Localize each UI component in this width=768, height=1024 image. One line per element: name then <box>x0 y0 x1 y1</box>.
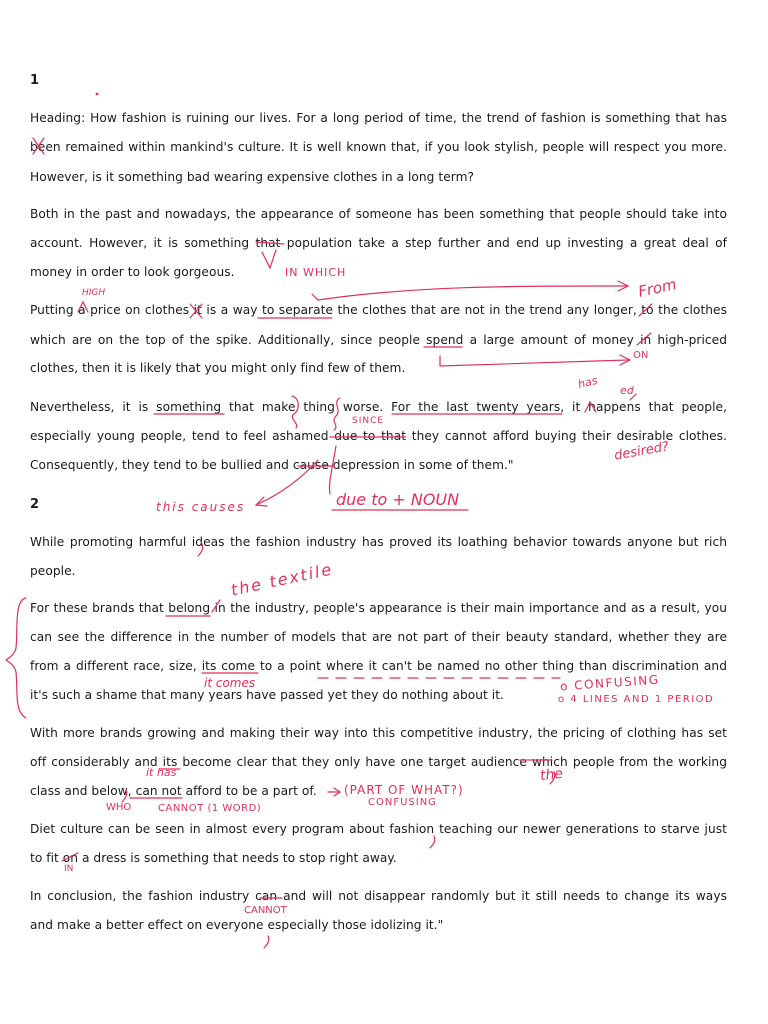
text-line: clothes, then it is likely that you might only find few of them. <box>30 361 406 375</box>
annotation-in-which: IN WHICH <box>285 266 347 279</box>
annotation-cannot: CANNOT <box>244 905 287 916</box>
annotation-ed: ed <box>620 384 634 397</box>
text-line: Consequently, they tend to be bullied and cause depression in some of them." <box>30 458 514 472</box>
text-line: people. <box>30 564 76 578</box>
text-line: and make a better effect on everyone especially those idolizing it." <box>30 918 444 932</box>
text-line: While promoting harmful ideas the fashion industry has proved its loathing behavior towards anyone but rich <box>30 535 727 549</box>
annotation-due-to-noun: due to + NOUN <box>336 490 460 509</box>
text-line: With more brands growing and making their way into this competitive industry, the pricing of clothing has set <box>30 726 727 740</box>
text-line: account. However, it is something that population take a step further and end up investing a great deal of <box>30 236 727 250</box>
annotation-four-lines: o 4 LINES AND 1 PERIOD <box>558 694 715 705</box>
annotation-who: WHO <box>106 802 132 813</box>
annotation-has: has <box>576 373 599 392</box>
text-line: from a different race, size, its come to a point where it can't be named no other thing than discrimination and <box>30 659 727 673</box>
annotation-this-causes: this causes <box>156 500 246 514</box>
annotation-desired: desired? <box>613 439 671 464</box>
annotation-confusing: o CONFUSING <box>559 672 660 694</box>
annotation-in: IN <box>64 864 74 874</box>
text-line: money in order to look gorgeous. <box>30 265 235 279</box>
annotation-since: SINCE <box>352 416 385 426</box>
text-line: class and below, can not afford to be a part of. <box>30 784 317 798</box>
annotation-the-textile: the textile <box>229 559 335 600</box>
annotation-from: From <box>636 275 679 301</box>
text-line: However, is it something bad wearing expensive clothes in a long term? <box>30 170 475 184</box>
text-line: can see the difference in the number of models that are not part of their beauty standard, whether they are <box>30 630 727 644</box>
text-line: especially young people, tend to feel ashamed due to that they cannot afford buying their desirable clothes. <box>30 429 727 443</box>
text-line: In conclusion, the fashion industry can and will not disappear randomly but it still needs to change its ways <box>30 889 727 903</box>
annotation-it-comes: it comes <box>204 676 256 690</box>
text-line: it's such a shame that many years have passed yet they do nothing about it. <box>30 688 504 702</box>
annotation-high: HIGH <box>82 288 106 298</box>
text-line: Nevertheless, it is something that make thing worse. For the last twenty years, it happens that people, <box>30 400 727 414</box>
text-line: Both in the past and nowadays, the appearance of someone has been something that people should take into <box>30 207 727 221</box>
annotation-the: the <box>539 765 564 785</box>
section-number-1: 1 <box>30 73 40 88</box>
annotation-part-of-what: (PART OF WHAT?) <box>344 783 464 797</box>
text-line: Heading: How fashion is ruining our lives. For a long period of time, the trend of fashion is something that has <box>30 111 727 125</box>
section-number-2: 2 <box>30 497 40 512</box>
text-line: For these brands that belong in the industry, people's appearance is their main importance and as a result, you <box>30 601 727 615</box>
text-line: been remained within mankind's culture. It is well known that, if you look stylish, people will respect you more. <box>30 140 727 154</box>
annotation-cannot-one-word: CANNOT (1 WORD) <box>158 803 262 814</box>
text-line: to fit on a dress is something that needs to stop right away. <box>30 851 397 865</box>
annotation-on: ON <box>633 350 649 361</box>
text-line: Diet culture can be seen in almost every program about fashion teaching our newer generations to starve just <box>30 822 727 836</box>
annotation-it-has: it has <box>146 766 177 779</box>
annotation-confusing-2: CONFUSING <box>368 797 437 808</box>
text-line: off considerably and its become clear that they only have one target audience which people from the working <box>30 755 727 769</box>
text-line: which are on the top of the spike. Additionally, since people spend a large amount of money in high-priced <box>30 333 727 347</box>
text-line: Putting a price on clothes it is a way to separate the clothes that are not in the trend any longer, to the clothes <box>30 303 727 317</box>
